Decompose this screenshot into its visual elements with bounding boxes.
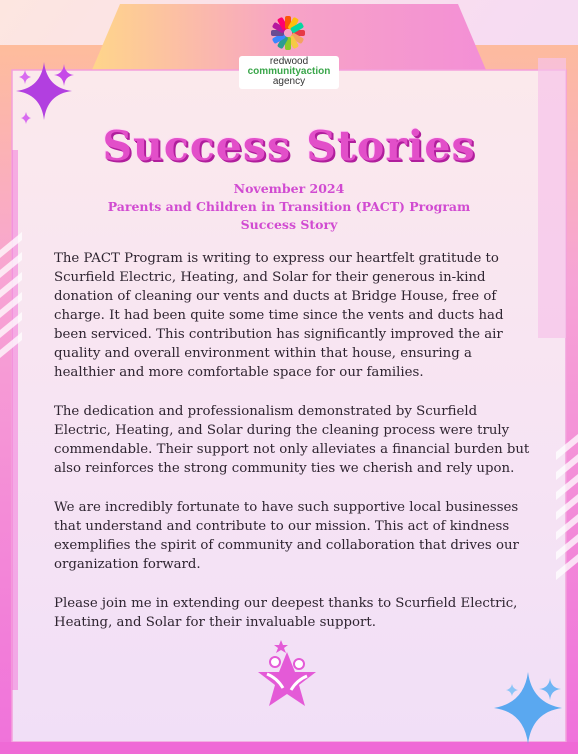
paragraph-4: Please join me in extending our deepest thanks to Scurfield Electric, Heating, and Solar for their invaluable support. xyxy=(54,596,518,630)
logo-line-2: communityaction xyxy=(247,66,331,77)
subheading-program: Parents and Children in Transition (PACT) Program xyxy=(107,199,471,214)
subheading xyxy=(0,180,578,234)
paragraph-3: We are incredibly fortunate to have such supportive local businesses that understand and contribute to our mission. This act of kindness exemplifies the spirit of community and collaboration that drives our organization forward. xyxy=(54,500,519,572)
logo-text-box xyxy=(239,56,339,89)
subheading-label: Success Story xyxy=(240,217,338,232)
paragraph-2: The dedication and professionalism demonstrated by Scurfield Electric, Heating, and Solar during the cleaning process were truly commendable. Their support not only alleviates a financial burden but also reinforces the strong community ties we cherish and rely upon. xyxy=(54,404,530,476)
story-body xyxy=(54,249,534,652)
organization-logo xyxy=(239,14,339,89)
subheading-date: November 2024 xyxy=(233,181,345,196)
paragraph-1: The PACT Program is writing to express our heartfelt gratitude to Scurfield Electric, Heating, and Solar for their generous in-kind donation of cleaning our vents and ducts at Bridge House, free of charge. It had been quite some time since the vents and ducts had been serviced. This contribution has significantly improved the air quality and overall environment within that house, ensuring a healthier and more comfortable space for our families. xyxy=(54,251,504,380)
page-title: Success Stories xyxy=(102,122,476,170)
logo-line-1: redwood xyxy=(269,56,309,67)
logo-line-3: agency xyxy=(272,76,306,87)
